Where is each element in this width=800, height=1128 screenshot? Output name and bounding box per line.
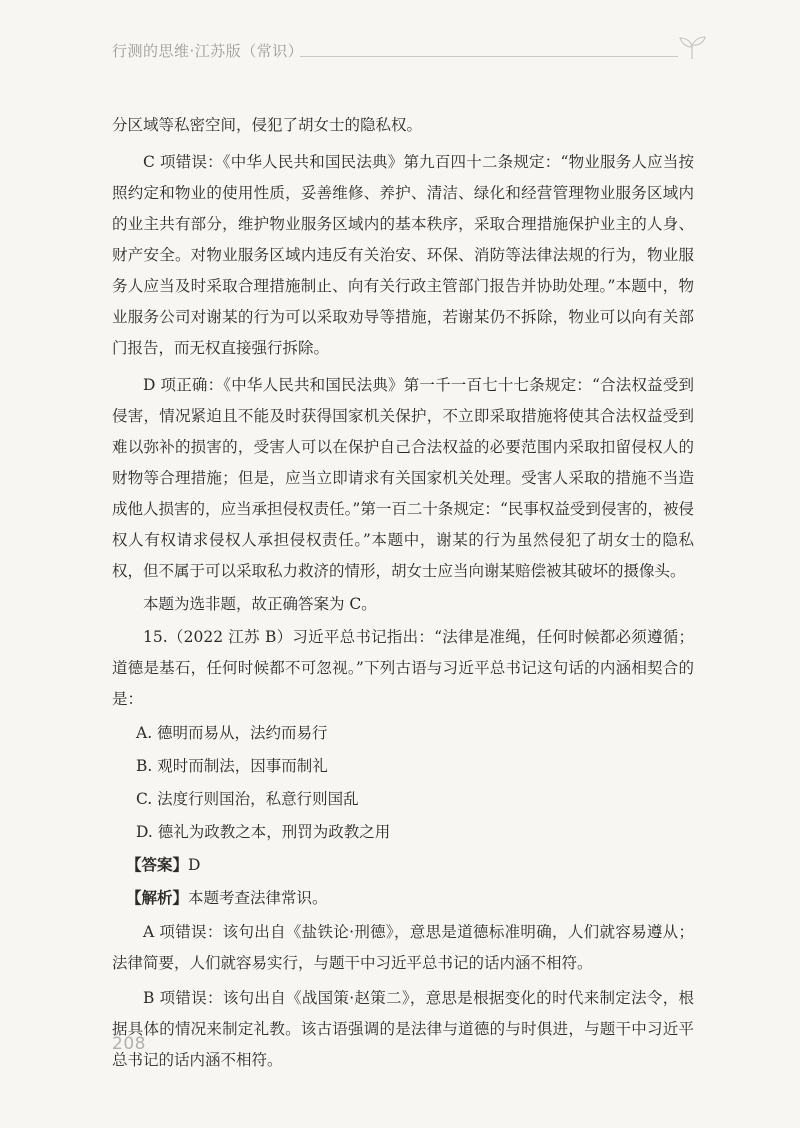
page-number: 208	[112, 1034, 146, 1054]
answer-value: D	[188, 856, 201, 874]
answer-tag: 【答案】	[126, 856, 189, 874]
main-content	[112, 110, 694, 1076]
analysis-line	[112, 882, 694, 915]
paragraph-conclusion: 本题为选非题，故正确答案为 C。	[143, 595, 377, 613]
option-b: B. 观时而制法，因事而制礼	[136, 757, 328, 775]
paragraph-option-c: C 项错误：《中华人民共和国民法典》第九百四十二条规定：“物业服务人应当按照约定和物业的使用性质，妥善维修、养护、清洁、绿化和经营管理物业服务区域内的业主共有部分，维护物业服务区域内的基本秩序，采取合理措施保护业主的人身、财产安全。对物业服务区域内违反有关治安、环保、消防等法律法规的行为，物业服务人应当及时采取合理措施制止、向有关行政主管部门报告并协助处理。”本题中，物业服务公司对谢某的行为可以采取劝导等措施，若谢某仍不拆除，物业可以向有关部门报告，而无权直接强行拆除。	[112, 153, 694, 357]
question-stem: 15.（2022 江苏 B）习近平总书记指出：“法律是准绳，任何时候都必须遵循；道德是基石，任何时候都不可忽视。”下列古语与习近平总书记这句话的内涵相契合的是：	[112, 628, 694, 708]
explanation-a: A 项错误：该句出自《盐铁论·刑德》，意思是道德标准明确，人们就容易遵从；法律简要，人们就容易实行，与题干中习近平总书记的话内涵不相符。	[112, 923, 694, 972]
running-header: 行测的思维·江苏版（常识）	[112, 42, 304, 60]
option-d: D. 德礼为政教之本，刑罚为政教之用	[136, 823, 391, 841]
paragraph-continuation: 分区域等私密空间，侵犯了胡女士的隐私权。	[112, 116, 423, 134]
analysis-tag: 【解析】	[126, 889, 189, 907]
sprout-icon	[677, 34, 707, 60]
option-a: A. 德明而易从，法约而易行	[136, 724, 328, 742]
explanation-b: B 项错误：该句出自《战国策·赵策二》，意思是根据变化的时代来制定法令，根据具体的情况来制定礼教。该古语强调的是法律与道德的与时俱进，与题干中习近平总书记的话内涵不相符。	[112, 989, 694, 1069]
option-c: C. 法度行则国治，私意行则国乱	[136, 790, 359, 808]
paragraph-option-d: D 项正确：《中华人民共和国民法典》第一千一百七十七条规定：“合法权益受到侵害，情况紧迫且不能及时获得国家机关保护，不立即采取措施将使其合法权益受到难以弥补的损害的，受害人可以在保护自己合法权益的必要范围内采取扣留侵权人的财物等合理措施；但是，应当立即请求有关国家机关处理。受害人采取的措施不当造成他人损害的，应当承担侵权责任。”第一百二十条规定：“民事权益受到侵害的，被侵权人有权请求侵权人承担侵权责任。”本题中，谢某的行为虽然侵犯了胡女士的隐私权，但不属于可以采取私力救济的情形，胡女士应当向谢某赔偿被其破坏的摄像头。	[112, 376, 694, 580]
header-rule	[300, 56, 678, 57]
answer-line	[112, 849, 694, 882]
analysis-value: 本题考查法律常识。	[188, 889, 328, 907]
